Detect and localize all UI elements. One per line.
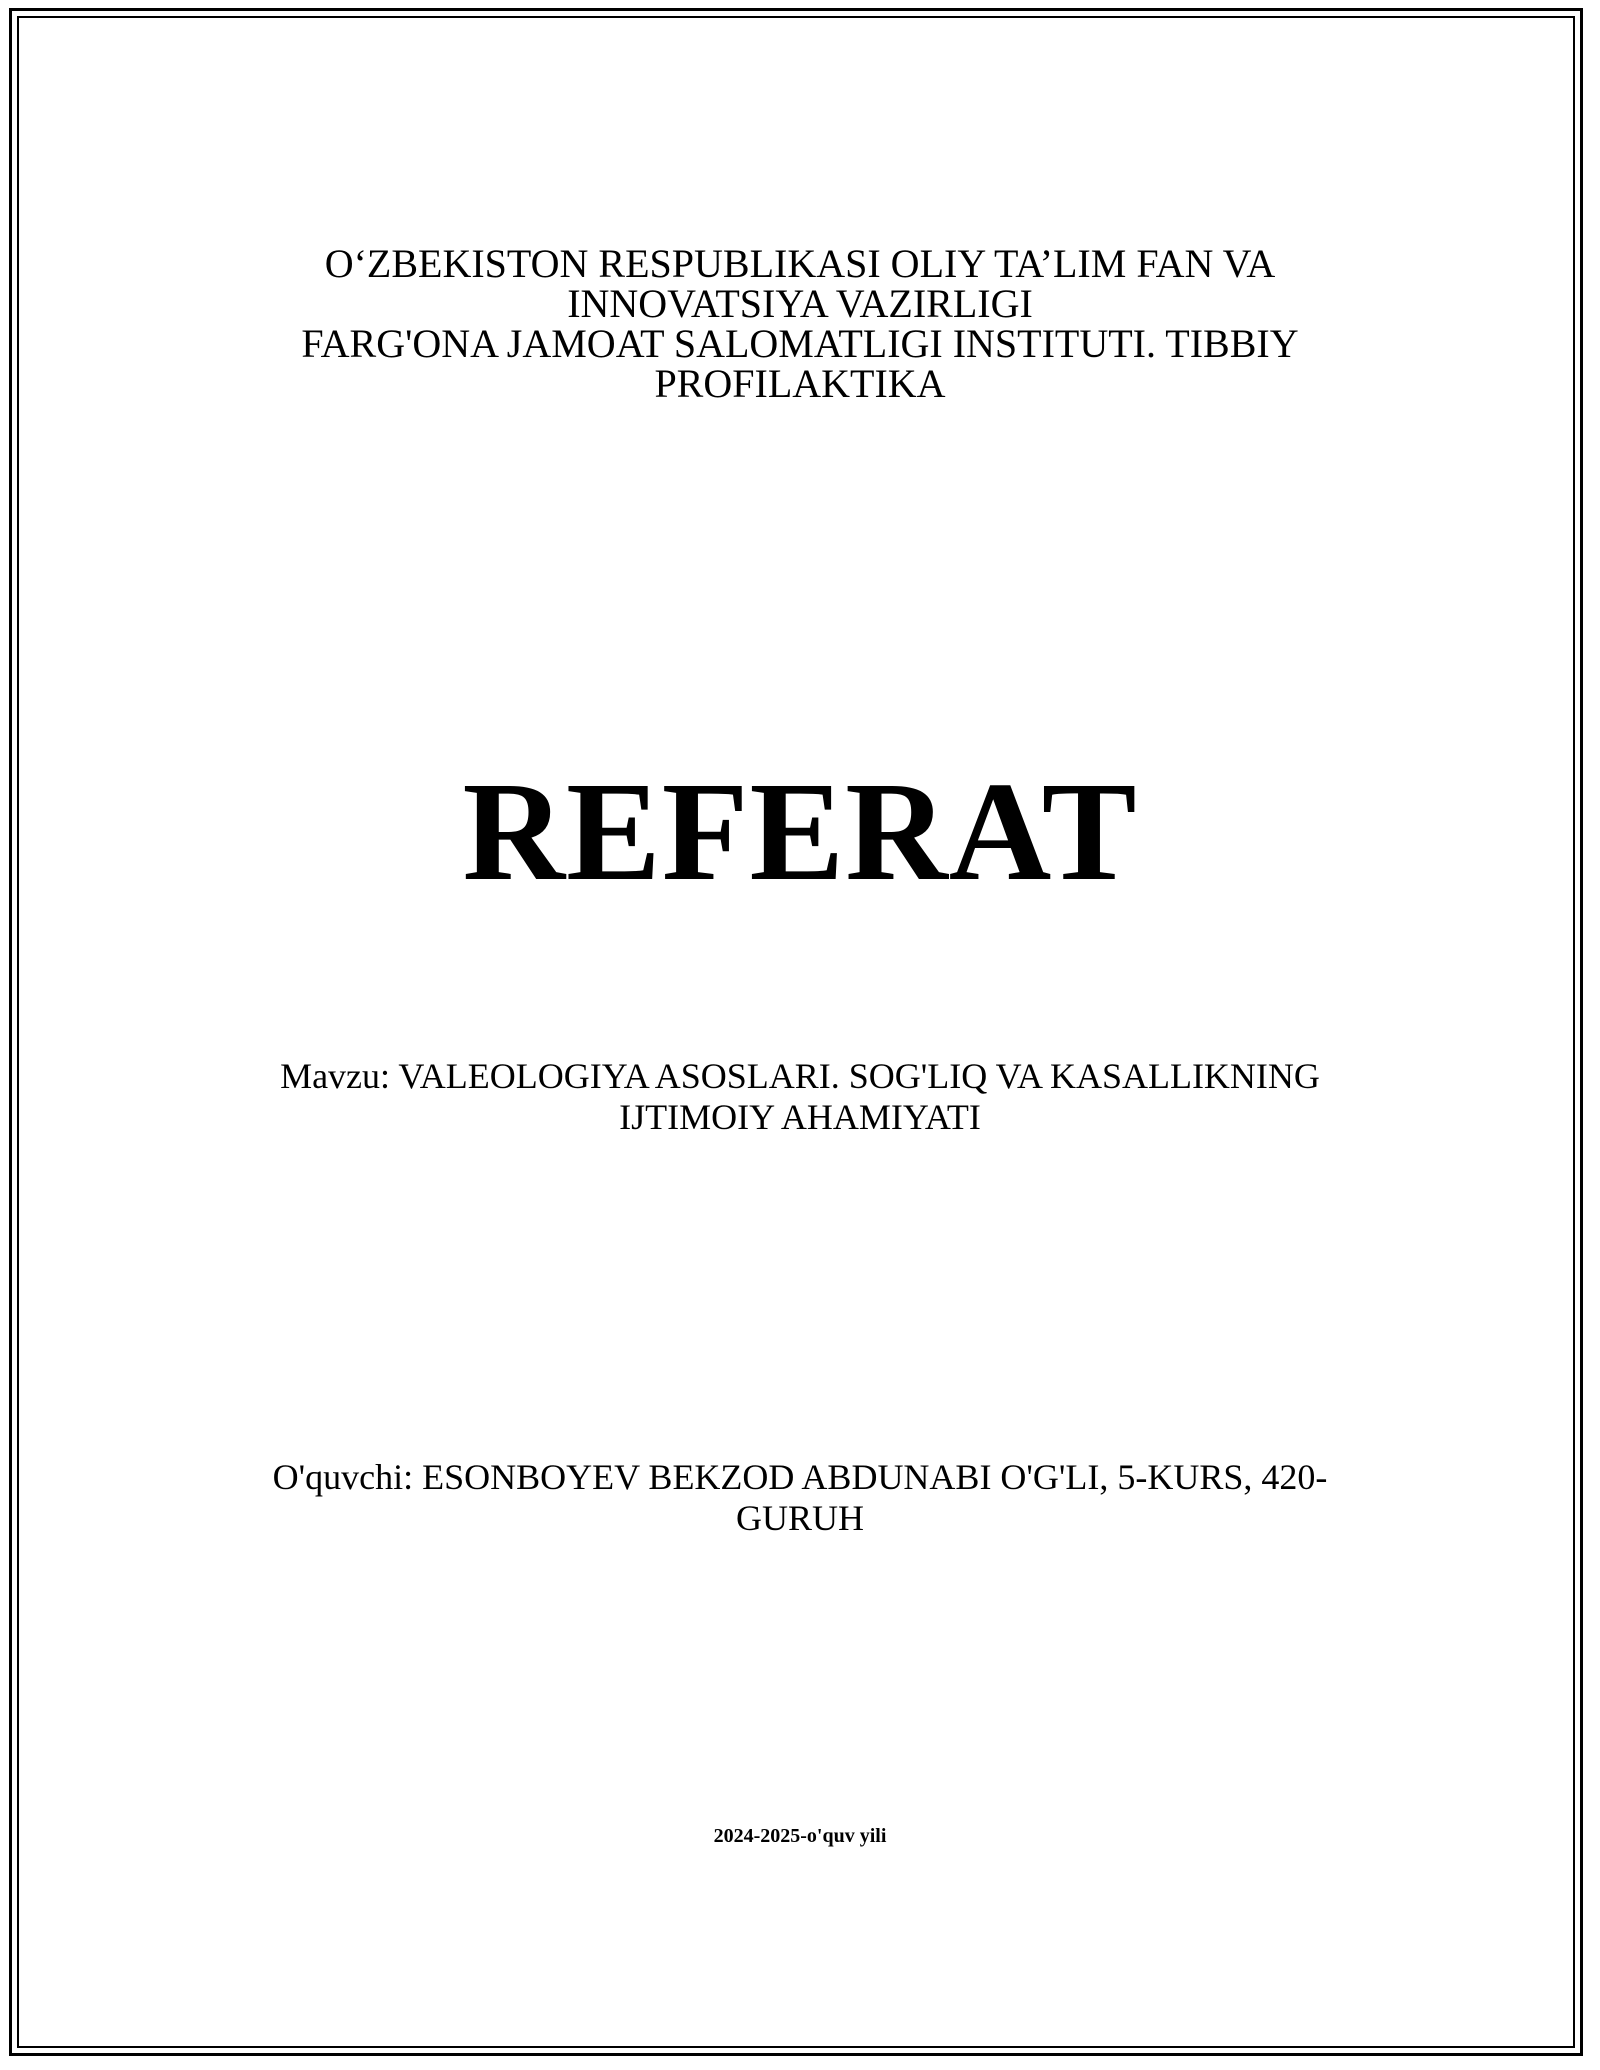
header-line-3: FARG'ONA JAMOAT SALOMATLIGI INSTITUTI. TIBBIY [301,321,1299,366]
topic-block [0,1056,1600,1138]
student-line-1: O'quvchi: ESONBOYEV BEKZOD ABDUNABI O'G'LI, 5-KURS, 420- [272,1457,1328,1497]
header-line-1: O‘ZBEKISTON RESPUBLIKASI OLIY TA’LIM FAN VA [324,241,1276,286]
header-line-2: INNOVATSIYA VAZIRLIGI [567,281,1033,326]
student-line-2: GURUH [735,1498,864,1538]
institution-header [0,241,1600,406]
header-line-4: PROFILAKTIKA [654,361,946,406]
student-block [0,1457,1600,1539]
topic-line-1: Mavzu: VALEOLOGIYA ASOSLARI. SOG'LIQ VA KASALLIKNING [280,1056,1320,1096]
document-title: REFERAT [462,752,1138,910]
academic-year: 2024-2025-o'quv yili [713,1825,887,1847]
topic-line-2: IJTIMOIY AHAMIYATI [619,1097,981,1137]
